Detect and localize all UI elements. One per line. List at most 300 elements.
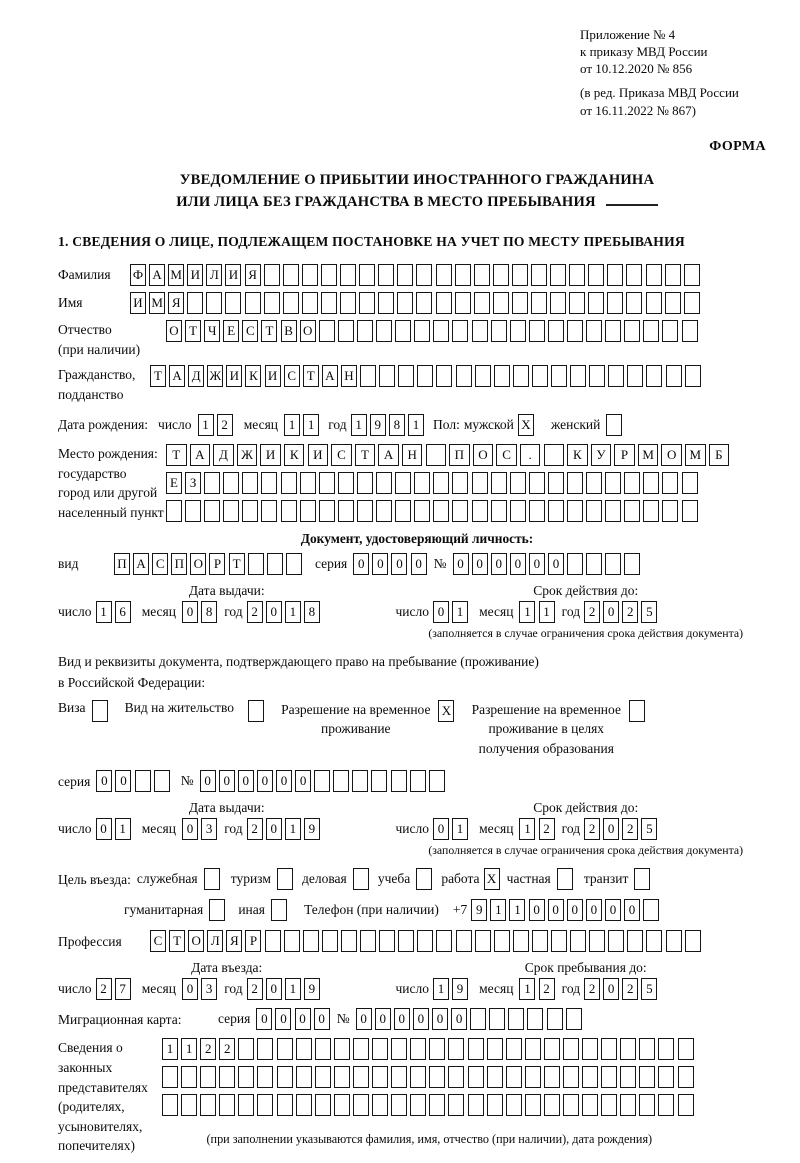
char-cell[interactable] [468, 1038, 484, 1060]
char-cell[interactable] [398, 365, 414, 387]
char-cell[interactable]: У [591, 444, 612, 466]
char-cell[interactable] [334, 1094, 350, 1116]
char-cell[interactable] [508, 1008, 524, 1030]
char-cell[interactable]: 1 [198, 414, 214, 436]
char-cell[interactable] [586, 500, 602, 522]
char-cell[interactable] [678, 1094, 694, 1116]
identity-valid-month[interactable] [519, 601, 557, 623]
char-cell[interactable] [586, 320, 602, 342]
char-cell[interactable]: О [166, 320, 182, 342]
identity-doc-series-input[interactable] [353, 553, 429, 575]
char-cell[interactable] [257, 1066, 273, 1088]
char-cell[interactable]: 0 [276, 770, 292, 792]
char-cell[interactable] [547, 1008, 563, 1030]
char-cell[interactable]: 1 [162, 1038, 178, 1060]
char-cell[interactable]: 1 [284, 414, 300, 436]
char-cell[interactable]: 2 [219, 1038, 235, 1060]
char-cell[interactable] [277, 1094, 293, 1116]
char-cell[interactable]: С [242, 320, 258, 342]
char-cell[interactable] [512, 264, 528, 286]
char-cell[interactable] [666, 930, 682, 952]
char-cell[interactable]: Я [168, 292, 184, 314]
char-cell[interactable]: С [331, 444, 352, 466]
char-cell[interactable] [452, 320, 468, 342]
stay-month[interactable] [519, 978, 557, 1000]
char-cell[interactable]: Р [209, 553, 225, 575]
char-cell[interactable] [589, 365, 605, 387]
char-cell[interactable]: 0 [295, 770, 311, 792]
char-cell[interactable]: 0 [510, 553, 526, 575]
char-cell[interactable] [620, 1038, 636, 1060]
char-cell[interactable] [475, 365, 491, 387]
char-cell[interactable] [417, 365, 433, 387]
birth-year-input[interactable] [351, 414, 427, 436]
char-cell[interactable]: М [638, 444, 659, 466]
char-cell[interactable]: Н [341, 365, 357, 387]
purpose-study-checkbox[interactable] [416, 868, 435, 890]
char-cell[interactable]: О [300, 320, 316, 342]
char-cell[interactable] [436, 930, 452, 952]
char-cell[interactable]: 2 [584, 978, 600, 1000]
char-cell[interactable] [601, 1038, 617, 1060]
char-cell[interactable] [209, 899, 225, 921]
char-cell[interactable] [416, 264, 432, 286]
char-cell[interactable] [219, 1066, 235, 1088]
char-cell[interactable] [646, 264, 662, 286]
char-cell[interactable]: Б [709, 444, 730, 466]
char-cell[interactable] [372, 1066, 388, 1088]
char-cell[interactable]: И [265, 365, 281, 387]
representatives-row-2[interactable] [162, 1066, 697, 1088]
char-cell[interactable]: 0 [182, 818, 198, 840]
char-cell[interactable]: Я [245, 264, 261, 286]
char-cell[interactable] [665, 264, 681, 286]
char-cell[interactable]: 0 [529, 899, 545, 921]
char-cell[interactable]: 0 [433, 818, 449, 840]
char-cell[interactable] [223, 472, 239, 494]
char-cell[interactable] [166, 500, 182, 522]
rvp-edu-checkbox[interactable] [629, 700, 648, 722]
char-cell[interactable] [283, 292, 299, 314]
char-cell[interactable] [395, 320, 411, 342]
char-cell[interactable] [472, 472, 488, 494]
char-cell[interactable] [372, 1038, 388, 1060]
char-cell[interactable] [257, 1094, 273, 1116]
char-cell[interactable] [286, 553, 302, 575]
char-cell[interactable] [608, 930, 624, 952]
char-cell[interactable]: В [281, 320, 297, 342]
char-cell[interactable]: И [225, 264, 241, 286]
char-cell[interactable] [582, 1094, 598, 1116]
permit-issue-day[interactable] [96, 818, 134, 840]
char-cell[interactable] [548, 320, 564, 342]
char-cell[interactable] [643, 500, 659, 522]
char-cell[interactable] [544, 444, 565, 466]
char-cell[interactable]: С [150, 930, 166, 952]
char-cell[interactable] [391, 1038, 407, 1060]
char-cell[interactable]: О [190, 553, 206, 575]
char-cell[interactable] [468, 1066, 484, 1088]
permit-series-input[interactable] [96, 770, 172, 792]
char-cell[interactable] [684, 292, 700, 314]
char-cell[interactable]: 5 [641, 978, 657, 1000]
char-cell[interactable]: 0 [548, 553, 564, 575]
char-cell[interactable]: Ч [204, 320, 220, 342]
char-cell[interactable] [682, 500, 698, 522]
char-cell[interactable] [624, 472, 640, 494]
char-cell[interactable] [238, 1038, 254, 1060]
char-cell[interactable] [563, 1094, 579, 1116]
char-cell[interactable] [296, 1066, 312, 1088]
char-cell[interactable] [624, 320, 640, 342]
char-cell[interactable] [487, 1094, 503, 1116]
char-cell[interactable] [684, 264, 700, 286]
char-cell[interactable]: 2 [584, 601, 600, 623]
permit-valid-day[interactable] [433, 818, 471, 840]
char-cell[interactable] [416, 868, 432, 890]
char-cell[interactable] [456, 365, 472, 387]
char-cell[interactable] [472, 320, 488, 342]
char-cell[interactable] [570, 930, 586, 952]
purpose-humanitarian-checkbox[interactable] [209, 899, 228, 921]
char-cell[interactable] [410, 770, 426, 792]
male-checkbox[interactable] [518, 414, 537, 436]
char-cell[interactable] [569, 264, 585, 286]
char-cell[interactable]: О [661, 444, 682, 466]
char-cell[interactable] [620, 1094, 636, 1116]
char-cell[interactable]: 1 [452, 601, 468, 623]
char-cell[interactable] [455, 264, 471, 286]
char-cell[interactable]: 0 [219, 770, 235, 792]
char-cell[interactable] [510, 472, 526, 494]
char-cell[interactable]: 2 [217, 414, 233, 436]
char-cell[interactable] [242, 472, 258, 494]
char-cell[interactable]: 2 [96, 978, 112, 1000]
char-cell[interactable] [341, 930, 357, 952]
char-cell[interactable] [544, 1066, 560, 1088]
char-cell[interactable] [353, 1066, 369, 1088]
char-cell[interactable] [491, 320, 507, 342]
char-cell[interactable]: 0 [605, 899, 621, 921]
char-cell[interactable] [627, 930, 643, 952]
char-cell[interactable] [550, 292, 566, 314]
char-cell[interactable] [494, 365, 510, 387]
identity-doc-number-input[interactable] [453, 553, 644, 575]
char-cell[interactable] [433, 472, 449, 494]
char-cell[interactable]: 5 [641, 601, 657, 623]
char-cell[interactable]: А [190, 444, 211, 466]
char-cell[interactable] [300, 500, 316, 522]
char-cell[interactable]: 0 [603, 601, 619, 623]
char-cell[interactable] [474, 264, 490, 286]
stay-year[interactable] [584, 978, 660, 1000]
char-cell[interactable] [544, 1094, 560, 1116]
char-cell[interactable]: 0 [567, 899, 583, 921]
char-cell[interactable] [334, 1038, 350, 1060]
char-cell[interactable] [277, 1038, 293, 1060]
char-cell[interactable]: 8 [201, 601, 217, 623]
char-cell[interactable] [223, 500, 239, 522]
char-cell[interactable] [357, 320, 373, 342]
char-cell[interactable] [605, 500, 621, 522]
char-cell[interactable] [624, 553, 640, 575]
birth-place-row-1[interactable] [166, 444, 732, 466]
char-cell[interactable]: 0 [394, 1008, 410, 1030]
char-cell[interactable] [321, 264, 337, 286]
char-cell[interactable] [410, 1038, 426, 1060]
char-cell[interactable] [265, 930, 281, 952]
char-cell[interactable]: X [484, 868, 500, 890]
char-cell[interactable] [395, 500, 411, 522]
char-cell[interactable] [491, 472, 507, 494]
char-cell[interactable]: 0 [372, 553, 388, 575]
char-cell[interactable] [433, 320, 449, 342]
char-cell[interactable] [582, 1038, 598, 1060]
char-cell[interactable] [398, 930, 414, 952]
char-cell[interactable]: Т [355, 444, 376, 466]
purpose-work-checkbox[interactable] [484, 868, 503, 890]
char-cell[interactable] [487, 1066, 503, 1088]
char-cell[interactable]: Ж [237, 444, 258, 466]
char-cell[interactable]: 9 [304, 978, 320, 1000]
char-cell[interactable]: 0 [295, 1008, 311, 1030]
char-cell[interactable] [281, 500, 297, 522]
char-cell[interactable]: X [518, 414, 534, 436]
char-cell[interactable] [360, 930, 376, 952]
char-cell[interactable] [302, 292, 318, 314]
identity-issue-year[interactable] [247, 601, 323, 623]
char-cell[interactable] [225, 292, 241, 314]
char-cell[interactable]: И [130, 292, 146, 314]
char-cell[interactable] [379, 365, 395, 387]
birth-place-row-3[interactable] [166, 500, 732, 522]
char-cell[interactable] [646, 930, 662, 952]
stay-day[interactable] [433, 978, 471, 1000]
char-cell[interactable] [525, 1094, 541, 1116]
char-cell[interactable]: 0 [375, 1008, 391, 1030]
char-cell[interactable]: 2 [622, 601, 638, 623]
char-cell[interactable] [200, 1094, 216, 1116]
identity-issue-month[interactable] [182, 601, 220, 623]
char-cell[interactable] [588, 292, 604, 314]
char-cell[interactable]: 0 [548, 899, 564, 921]
identity-issue-day[interactable] [96, 601, 134, 623]
char-cell[interactable] [531, 292, 547, 314]
char-cell[interactable]: И [308, 444, 329, 466]
char-cell[interactable]: 8 [389, 414, 405, 436]
representatives-row-3[interactable] [162, 1094, 697, 1116]
char-cell[interactable] [658, 1038, 674, 1060]
char-cell[interactable] [474, 292, 490, 314]
char-cell[interactable] [333, 770, 349, 792]
char-cell[interactable] [468, 1094, 484, 1116]
char-cell[interactable]: 1 [433, 978, 449, 1000]
char-cell[interactable] [181, 1066, 197, 1088]
char-cell[interactable] [662, 472, 678, 494]
char-cell[interactable] [426, 444, 447, 466]
char-cell[interactable] [277, 1066, 293, 1088]
char-cell[interactable] [529, 500, 545, 522]
char-cell[interactable] [315, 1066, 331, 1088]
char-cell[interactable] [582, 1066, 598, 1088]
char-cell[interactable] [452, 500, 468, 522]
char-cell[interactable]: 8 [304, 601, 320, 623]
char-cell[interactable]: 1 [303, 414, 319, 436]
char-cell[interactable] [257, 1038, 273, 1060]
char-cell[interactable] [417, 930, 433, 952]
char-cell[interactable] [551, 365, 567, 387]
char-cell[interactable] [682, 320, 698, 342]
char-cell[interactable] [629, 700, 645, 722]
purpose-private-checkbox[interactable] [557, 868, 576, 890]
permit-valid-year[interactable] [584, 818, 660, 840]
char-cell[interactable]: 0 [314, 1008, 330, 1030]
char-cell[interactable] [513, 365, 529, 387]
char-cell[interactable]: 0 [451, 1008, 467, 1030]
char-cell[interactable]: X [438, 700, 454, 722]
char-cell[interactable] [135, 770, 151, 792]
char-cell[interactable]: Т [169, 930, 185, 952]
char-cell[interactable] [472, 500, 488, 522]
char-cell[interactable]: А [149, 264, 165, 286]
char-cell[interactable] [493, 264, 509, 286]
char-cell[interactable] [321, 292, 337, 314]
permit-issue-year[interactable] [247, 818, 323, 840]
char-cell[interactable]: 0 [472, 553, 488, 575]
char-cell[interactable] [353, 868, 369, 890]
char-cell[interactable]: Р [245, 930, 261, 952]
permit-number-input[interactable] [200, 770, 448, 792]
rvp-checkbox[interactable] [438, 700, 457, 722]
char-cell[interactable] [563, 1038, 579, 1060]
char-cell[interactable] [491, 500, 507, 522]
patronymic-input[interactable] [166, 320, 701, 342]
char-cell[interactable]: Д [213, 444, 234, 466]
char-cell[interactable] [410, 1066, 426, 1088]
char-cell[interactable] [567, 472, 583, 494]
char-cell[interactable] [569, 292, 585, 314]
char-cell[interactable] [271, 899, 287, 921]
char-cell[interactable] [567, 320, 583, 342]
char-cell[interactable] [391, 770, 407, 792]
char-cell[interactable] [662, 320, 678, 342]
char-cell[interactable]: 0 [96, 770, 112, 792]
char-cell[interactable] [303, 930, 319, 952]
char-cell[interactable]: 0 [353, 553, 369, 575]
char-cell[interactable] [470, 1008, 486, 1030]
char-cell[interactable] [551, 930, 567, 952]
char-cell[interactable] [639, 1038, 655, 1060]
char-cell[interactable]: 1 [519, 818, 535, 840]
char-cell[interactable] [685, 365, 701, 387]
identity-valid-day[interactable] [433, 601, 471, 623]
purpose-official-checkbox[interactable] [204, 868, 223, 890]
char-cell[interactable]: 0 [411, 553, 427, 575]
char-cell[interactable] [296, 1094, 312, 1116]
char-cell[interactable] [319, 500, 335, 522]
char-cell[interactable] [529, 472, 545, 494]
char-cell[interactable] [353, 1038, 369, 1060]
char-cell[interactable] [204, 472, 220, 494]
char-cell[interactable] [283, 264, 299, 286]
char-cell[interactable] [678, 1038, 694, 1060]
char-cell[interactable]: . [520, 444, 541, 466]
identity-doc-type-input[interactable] [114, 553, 305, 575]
char-cell[interactable] [340, 264, 356, 286]
residence-permit-checkbox[interactable] [248, 700, 267, 722]
char-cell[interactable] [567, 553, 583, 575]
char-cell[interactable] [566, 1008, 582, 1030]
char-cell[interactable] [627, 365, 643, 387]
char-cell[interactable] [646, 365, 662, 387]
char-cell[interactable] [525, 1066, 541, 1088]
char-cell[interactable] [639, 1066, 655, 1088]
char-cell[interactable] [586, 472, 602, 494]
char-cell[interactable]: 1 [115, 818, 131, 840]
char-cell[interactable] [620, 1066, 636, 1088]
char-cell[interactable]: 1 [452, 818, 468, 840]
char-cell[interactable] [357, 472, 373, 494]
char-cell[interactable] [300, 472, 316, 494]
char-cell[interactable]: 0 [603, 818, 619, 840]
entry-year[interactable] [247, 978, 323, 1000]
char-cell[interactable] [281, 472, 297, 494]
char-cell[interactable] [340, 292, 356, 314]
char-cell[interactable]: 1 [285, 978, 301, 1000]
char-cell[interactable] [376, 472, 392, 494]
char-cell[interactable] [410, 1094, 426, 1116]
char-cell[interactable] [376, 500, 392, 522]
char-cell[interactable] [416, 292, 432, 314]
char-cell[interactable] [626, 292, 642, 314]
char-cell[interactable] [456, 930, 472, 952]
char-cell[interactable] [322, 930, 338, 952]
char-cell[interactable] [506, 1066, 522, 1088]
char-cell[interactable]: Т [166, 444, 187, 466]
char-cell[interactable]: 2 [247, 978, 263, 1000]
permit-issue-month[interactable] [182, 818, 220, 840]
char-cell[interactable]: П [114, 553, 130, 575]
char-cell[interactable]: 9 [304, 818, 320, 840]
char-cell[interactable] [314, 770, 330, 792]
char-cell[interactable] [379, 930, 395, 952]
char-cell[interactable] [531, 264, 547, 286]
visa-checkbox[interactable] [92, 700, 111, 722]
char-cell[interactable] [319, 472, 335, 494]
char-cell[interactable] [187, 292, 203, 314]
char-cell[interactable] [685, 930, 701, 952]
char-cell[interactable] [436, 365, 452, 387]
char-cell[interactable] [605, 320, 621, 342]
char-cell[interactable]: Л [207, 930, 223, 952]
char-cell[interactable] [658, 1066, 674, 1088]
char-cell[interactable] [682, 472, 698, 494]
char-cell[interactable]: Т [150, 365, 166, 387]
purpose-transit-checkbox[interactable] [634, 868, 653, 890]
char-cell[interactable] [353, 1094, 369, 1116]
purpose-other-checkbox[interactable] [271, 899, 290, 921]
char-cell[interactable]: 9 [471, 899, 487, 921]
char-cell[interactable] [662, 500, 678, 522]
char-cell[interactable] [510, 500, 526, 522]
char-cell[interactable] [624, 500, 640, 522]
char-cell[interactable] [414, 500, 430, 522]
char-cell[interactable] [448, 1094, 464, 1116]
char-cell[interactable]: 0 [266, 818, 282, 840]
char-cell[interactable]: 2 [622, 818, 638, 840]
char-cell[interactable] [315, 1038, 331, 1060]
char-cell[interactable]: С [284, 365, 300, 387]
